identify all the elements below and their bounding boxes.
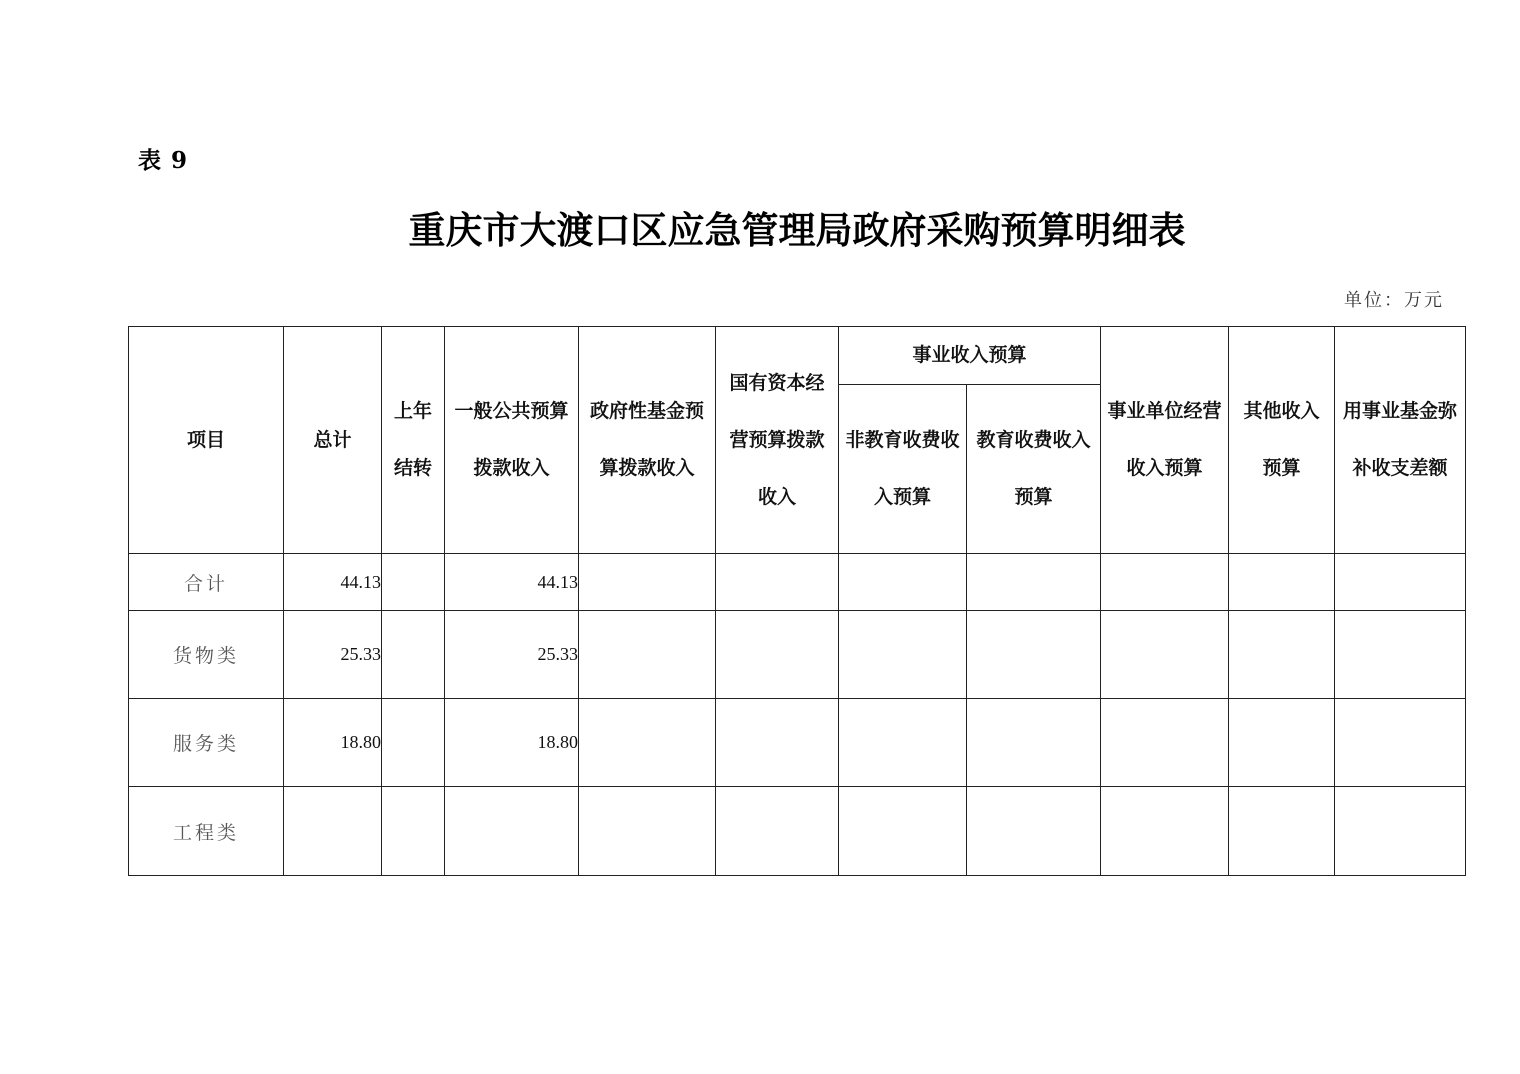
- row-item: 服务类: [129, 699, 284, 787]
- cell-edu-fee: [967, 554, 1101, 611]
- row-item: 货物类: [129, 611, 284, 699]
- cell-other-income: [1229, 787, 1335, 876]
- header-carryover: 上年结转: [382, 327, 445, 554]
- header-item: 项目: [129, 327, 284, 554]
- cell-other-income: [1229, 554, 1335, 611]
- table-row: [129, 554, 1466, 611]
- cell-unit-operating: [1101, 787, 1229, 876]
- cell-gov-fund: [579, 554, 716, 611]
- cell-state-capital: [716, 611, 839, 699]
- cell-edu-fee: [967, 787, 1101, 876]
- header-total: 总计: [284, 327, 382, 554]
- header-edu-fee: 教育收费收入预算: [967, 385, 1101, 554]
- cell-gov-fund: [579, 611, 716, 699]
- cell-general-public: 44.13: [445, 554, 579, 611]
- header-non-edu-fee: 非教育收费收入预算: [839, 385, 967, 554]
- cell-state-capital: [716, 787, 839, 876]
- cell-fund-offset: [1335, 554, 1466, 611]
- page-title: 重庆市大渡口区应急管理局政府采购预算明细表: [408, 208, 1186, 252]
- cell-fund-offset: [1335, 699, 1466, 787]
- cell-carryover: [382, 611, 445, 699]
- cell-carryover: [382, 554, 445, 611]
- cell-edu-fee: [967, 699, 1101, 787]
- cell-carryover: [382, 699, 445, 787]
- header-general-public: 一般公共预算拨款收入: [445, 327, 579, 554]
- cell-gov-fund: [579, 699, 716, 787]
- cell-non-edu-fee: [839, 554, 967, 611]
- cell-other-income: [1229, 699, 1335, 787]
- cell-total: [284, 787, 382, 876]
- header-other-income: 其他收入预算: [1229, 327, 1335, 554]
- cell-edu-fee: [967, 611, 1101, 699]
- cell-total: 44.13: [284, 554, 382, 611]
- table-label: 表 9: [138, 147, 189, 174]
- cell-state-capital: [716, 554, 839, 611]
- table-row: [129, 787, 1466, 876]
- procurement-budget-table: [128, 326, 1466, 876]
- table-row: [129, 699, 1466, 787]
- row-item: 工程类: [129, 787, 284, 876]
- row-item: 合计: [129, 554, 284, 611]
- header-business-income-group: 事业收入预算: [839, 327, 1101, 385]
- cell-unit-operating: [1101, 611, 1229, 699]
- cell-state-capital: [716, 699, 839, 787]
- cell-non-edu-fee: [839, 699, 967, 787]
- header-unit-operating: 事业单位经营收入预算: [1101, 327, 1229, 554]
- header-state-capital: 国有资本经营预算拨款收入: [716, 327, 839, 554]
- cell-other-income: [1229, 611, 1335, 699]
- cell-total: 25.33: [284, 611, 382, 699]
- cell-carryover: [382, 787, 445, 876]
- cell-non-edu-fee: [839, 611, 967, 699]
- cell-fund-offset: [1335, 611, 1466, 699]
- cell-general-public: 18.80: [445, 699, 579, 787]
- cell-non-edu-fee: [839, 787, 967, 876]
- cell-fund-offset: [1335, 787, 1466, 876]
- cell-gov-fund: [579, 787, 716, 876]
- cell-total: 18.80: [284, 699, 382, 787]
- unit-label: 单位：万元: [1344, 290, 1444, 311]
- table-row: [129, 611, 1466, 699]
- cell-unit-operating: [1101, 699, 1229, 787]
- cell-general-public: 25.33: [445, 611, 579, 699]
- cell-general-public: [445, 787, 579, 876]
- header-gov-fund: 政府性基金预算拨款收入: [579, 327, 716, 554]
- header-fund-offset: 用事业基金弥补收支差额: [1335, 327, 1466, 554]
- cell-unit-operating: [1101, 554, 1229, 611]
